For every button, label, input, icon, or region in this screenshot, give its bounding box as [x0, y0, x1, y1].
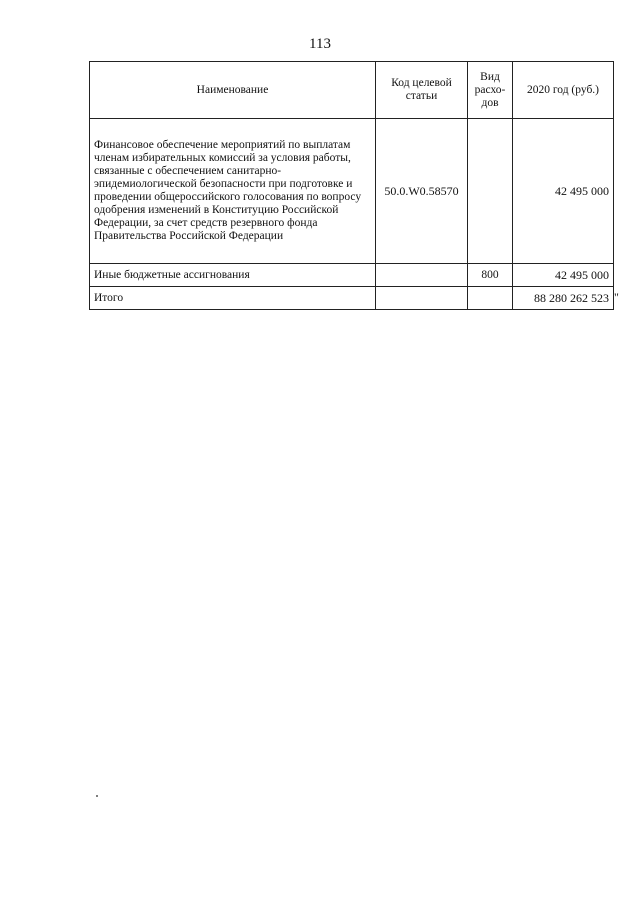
- row-code: [376, 264, 468, 287]
- total-amount: 88 280 262 523: [513, 287, 614, 310]
- table-row: [90, 264, 614, 287]
- row-name: Финансовое обеспечение мероприятий по выплатам членам избирательных комиссий за условия работы, связанные с обеспечением санитарно-эпидемиологической безопасности при подготовке и проведении общероссийского голосования по вопросу одобрения изменений в Конституцию Российской Федерации, за счет средств резервного фонда Правительства Российской Федерации: [90, 119, 376, 264]
- row-kind: [468, 119, 513, 264]
- header-code: Код целевой статьи: [376, 62, 468, 119]
- header-name: Наименование: [90, 62, 376, 119]
- header-kind: Вид расхо-дов: [468, 62, 513, 119]
- closing-quote: ": [614, 290, 619, 304]
- total-code-empty: [376, 287, 468, 310]
- table-row: [90, 119, 614, 264]
- row-amount: 42 495 000: [513, 264, 614, 287]
- total-label: Итого: [90, 287, 376, 310]
- budget-table: [89, 61, 614, 310]
- row-name: Иные бюджетные ассигнования: [90, 264, 376, 287]
- stray-dot: [96, 795, 98, 797]
- table-header-row: [90, 62, 614, 119]
- total-kind-empty: [468, 287, 513, 310]
- header-year: 2020 год (руб.): [513, 62, 614, 119]
- total-row: [90, 287, 614, 310]
- row-amount: 42 495 000: [513, 119, 614, 264]
- row-kind: 800: [468, 264, 513, 287]
- row-code: 50.0.W0.58570: [376, 119, 468, 264]
- page-number: 113: [309, 36, 331, 52]
